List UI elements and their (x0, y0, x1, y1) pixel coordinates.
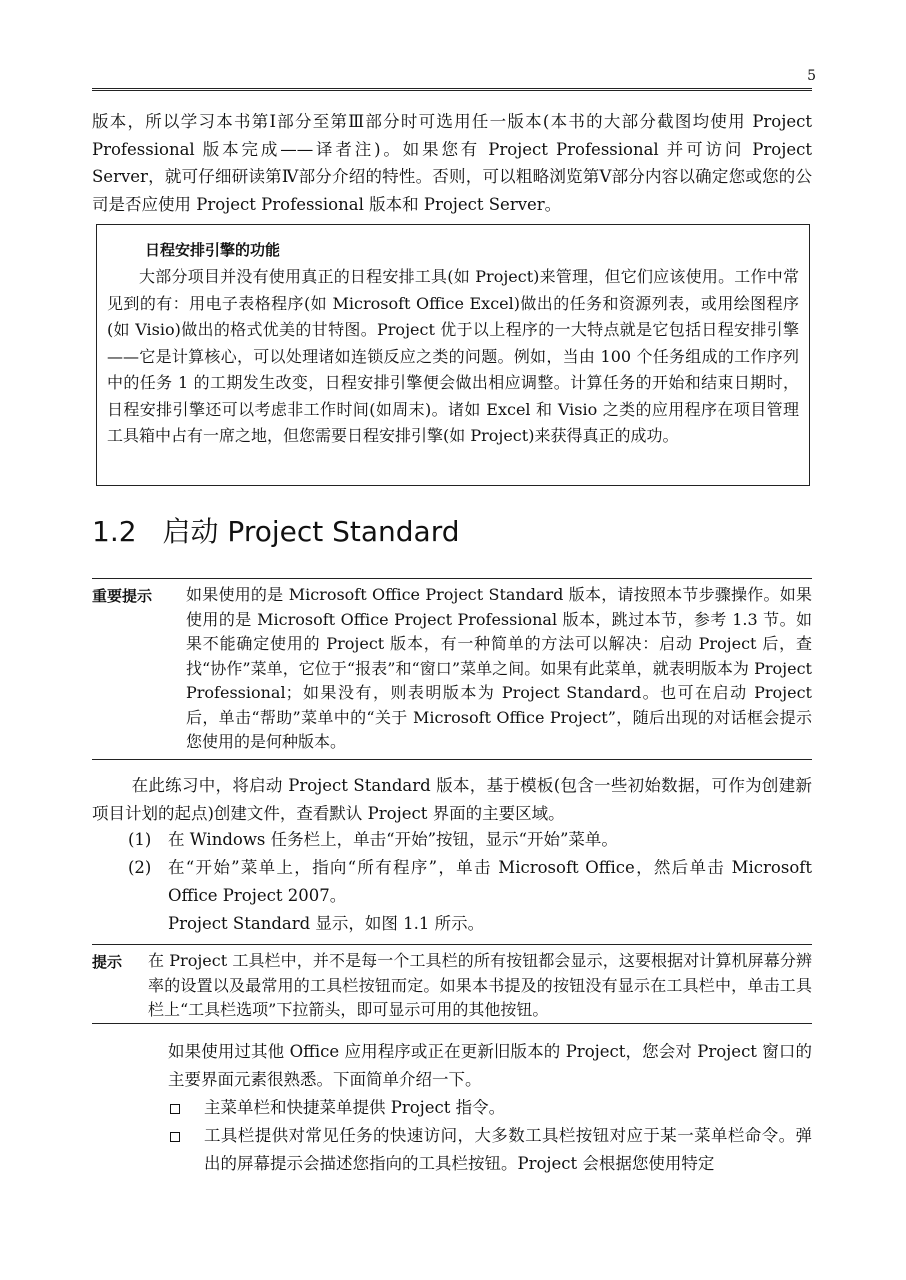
sidebar-box (96, 224, 810, 486)
exercise-intro: 在此练习中，将启动 Project Standard 版本，基于模板(包含一些初始数据，可作为创建新项目计划的起点)创建文件，查看默认 Project 界面的主要区域。 (92, 776, 812, 823)
tip-note (92, 944, 812, 1024)
square-bullet-icon (168, 1094, 204, 1122)
interface-intro: 如果使用过其他 Office 应用程序或正在更新旧版本的 Project，您会对 Project 窗口的主要界面元素很熟悉。下面简单介绍一下。 (168, 1042, 812, 1089)
intro-paragraph: 版本，所以学习本书第Ⅰ部分至第Ⅲ部分时可选用任一版本(本书的大部分截图均使用 Project Professional 版本完成——译者注)。如果您有 Project Professional 并可访问 Project Server，就可仔细研读第Ⅳ部分介绍的特性。否则，可以粗略浏览第Ⅴ部分内容以确定您或您的公司是否应使用 Project Professional 版本和 Project Server。 (92, 112, 812, 214)
tip-note-text: 在 Project 工具栏中，并不是每一个工具栏的所有按钮都会显示，这要根据对计算机屏幕分辨率的设置以及最常用的工具栏按钮而定。如果本书提及的按钮没有显示在工具栏中，单击工具栏上“工具栏选项”下拉箭头，即可显示可用的其他按钮。 (148, 951, 812, 1019)
step-number: (2) (128, 858, 152, 877)
step-item (128, 854, 812, 910)
bullet-text: 主菜单栏和快捷菜单提供 Project 指令。 (204, 1098, 506, 1117)
section-heading (92, 510, 460, 550)
header-rule (92, 88, 812, 91)
bullet-item (168, 1094, 812, 1122)
step-result: Project Standard 显示，如图 1.1 所示。 (168, 914, 485, 933)
square-bullet-icon (168, 1122, 204, 1178)
bullet-item (168, 1122, 812, 1178)
sidebar-title: 日程安排引擎的功能 (145, 241, 281, 259)
tip-note-label: 提示 (92, 953, 123, 971)
step-text: 在“开始”菜单上，指向“所有程序”，单击 Microsoft Office，然后单击 Microsoft Office Project 2007。 (168, 858, 812, 905)
step-text: 在 Windows 任务栏上，单击“开始”按钮，显示“开始”菜单。 (168, 830, 618, 849)
important-note-text: 如果使用的是 Microsoft Office Project Standard 版本，请按照本节步骤操作。如果使用的是 Microsoft Office Project Professional 版本，跳过本节，参考 1.3 节。如果不能确定使用的 Project 版本，有一种简单的方法可以解决：启动 Project 后，查找“协作”菜单，它位于“报表”和“窗口”菜单之间。如果有此菜单，就表明版本为 Project Professional；如果没有，则表明版本为 Project Standard。也可在启动 Project 后，单击“帮助”菜单中的“关于 Microsoft Office Project”，随后出现的对话框会提示您使用的是何种版本。 (186, 585, 812, 751)
section-title: 启动 Project Standard (162, 515, 460, 548)
step-number: (1) (128, 830, 152, 849)
page-number: 5 (807, 68, 816, 84)
bullet-text: 工具栏提供对常见任务的快速访问，大多数工具栏按钮对应于某一菜单栏命令。弹出的屏幕提示会描述您指向的工具栏按钮。Project 会根据您使用特定 (204, 1126, 812, 1173)
important-note-label: 重要提示 (92, 587, 153, 605)
important-note (92, 578, 812, 760)
section-number: 1.2 (92, 515, 137, 548)
sidebar-body: 大部分项目并没有使用真正的日程安排工具(如 Project)来管理，但它们应该使用。工作中常见到的有：用电子表格程序(如 Microsoft Office Excel)做出的任务和资源列表，或用绘图程序(如 Visio)做出的格式优美的甘特图。Project 优于以上程序的一大特点就是它包括日程安排引擎——它是计算核心，可以处理诸如连锁反应之类的问题。例如，当由 100 个任务组成的工作序列中的任务 1 的工期发生改变，日程安排引擎便会做出相应调整。计算任务的开始和结束日期时，日程安排引擎还可以考虑非工作时间(如周末)。诸如 Excel 和 Visio 之类的应用程序在项目管理工具箱中占有一席之地，但您需要日程安排引擎(如 Project)来获得真正的成功。 (107, 267, 799, 445)
step-item (128, 826, 812, 854)
